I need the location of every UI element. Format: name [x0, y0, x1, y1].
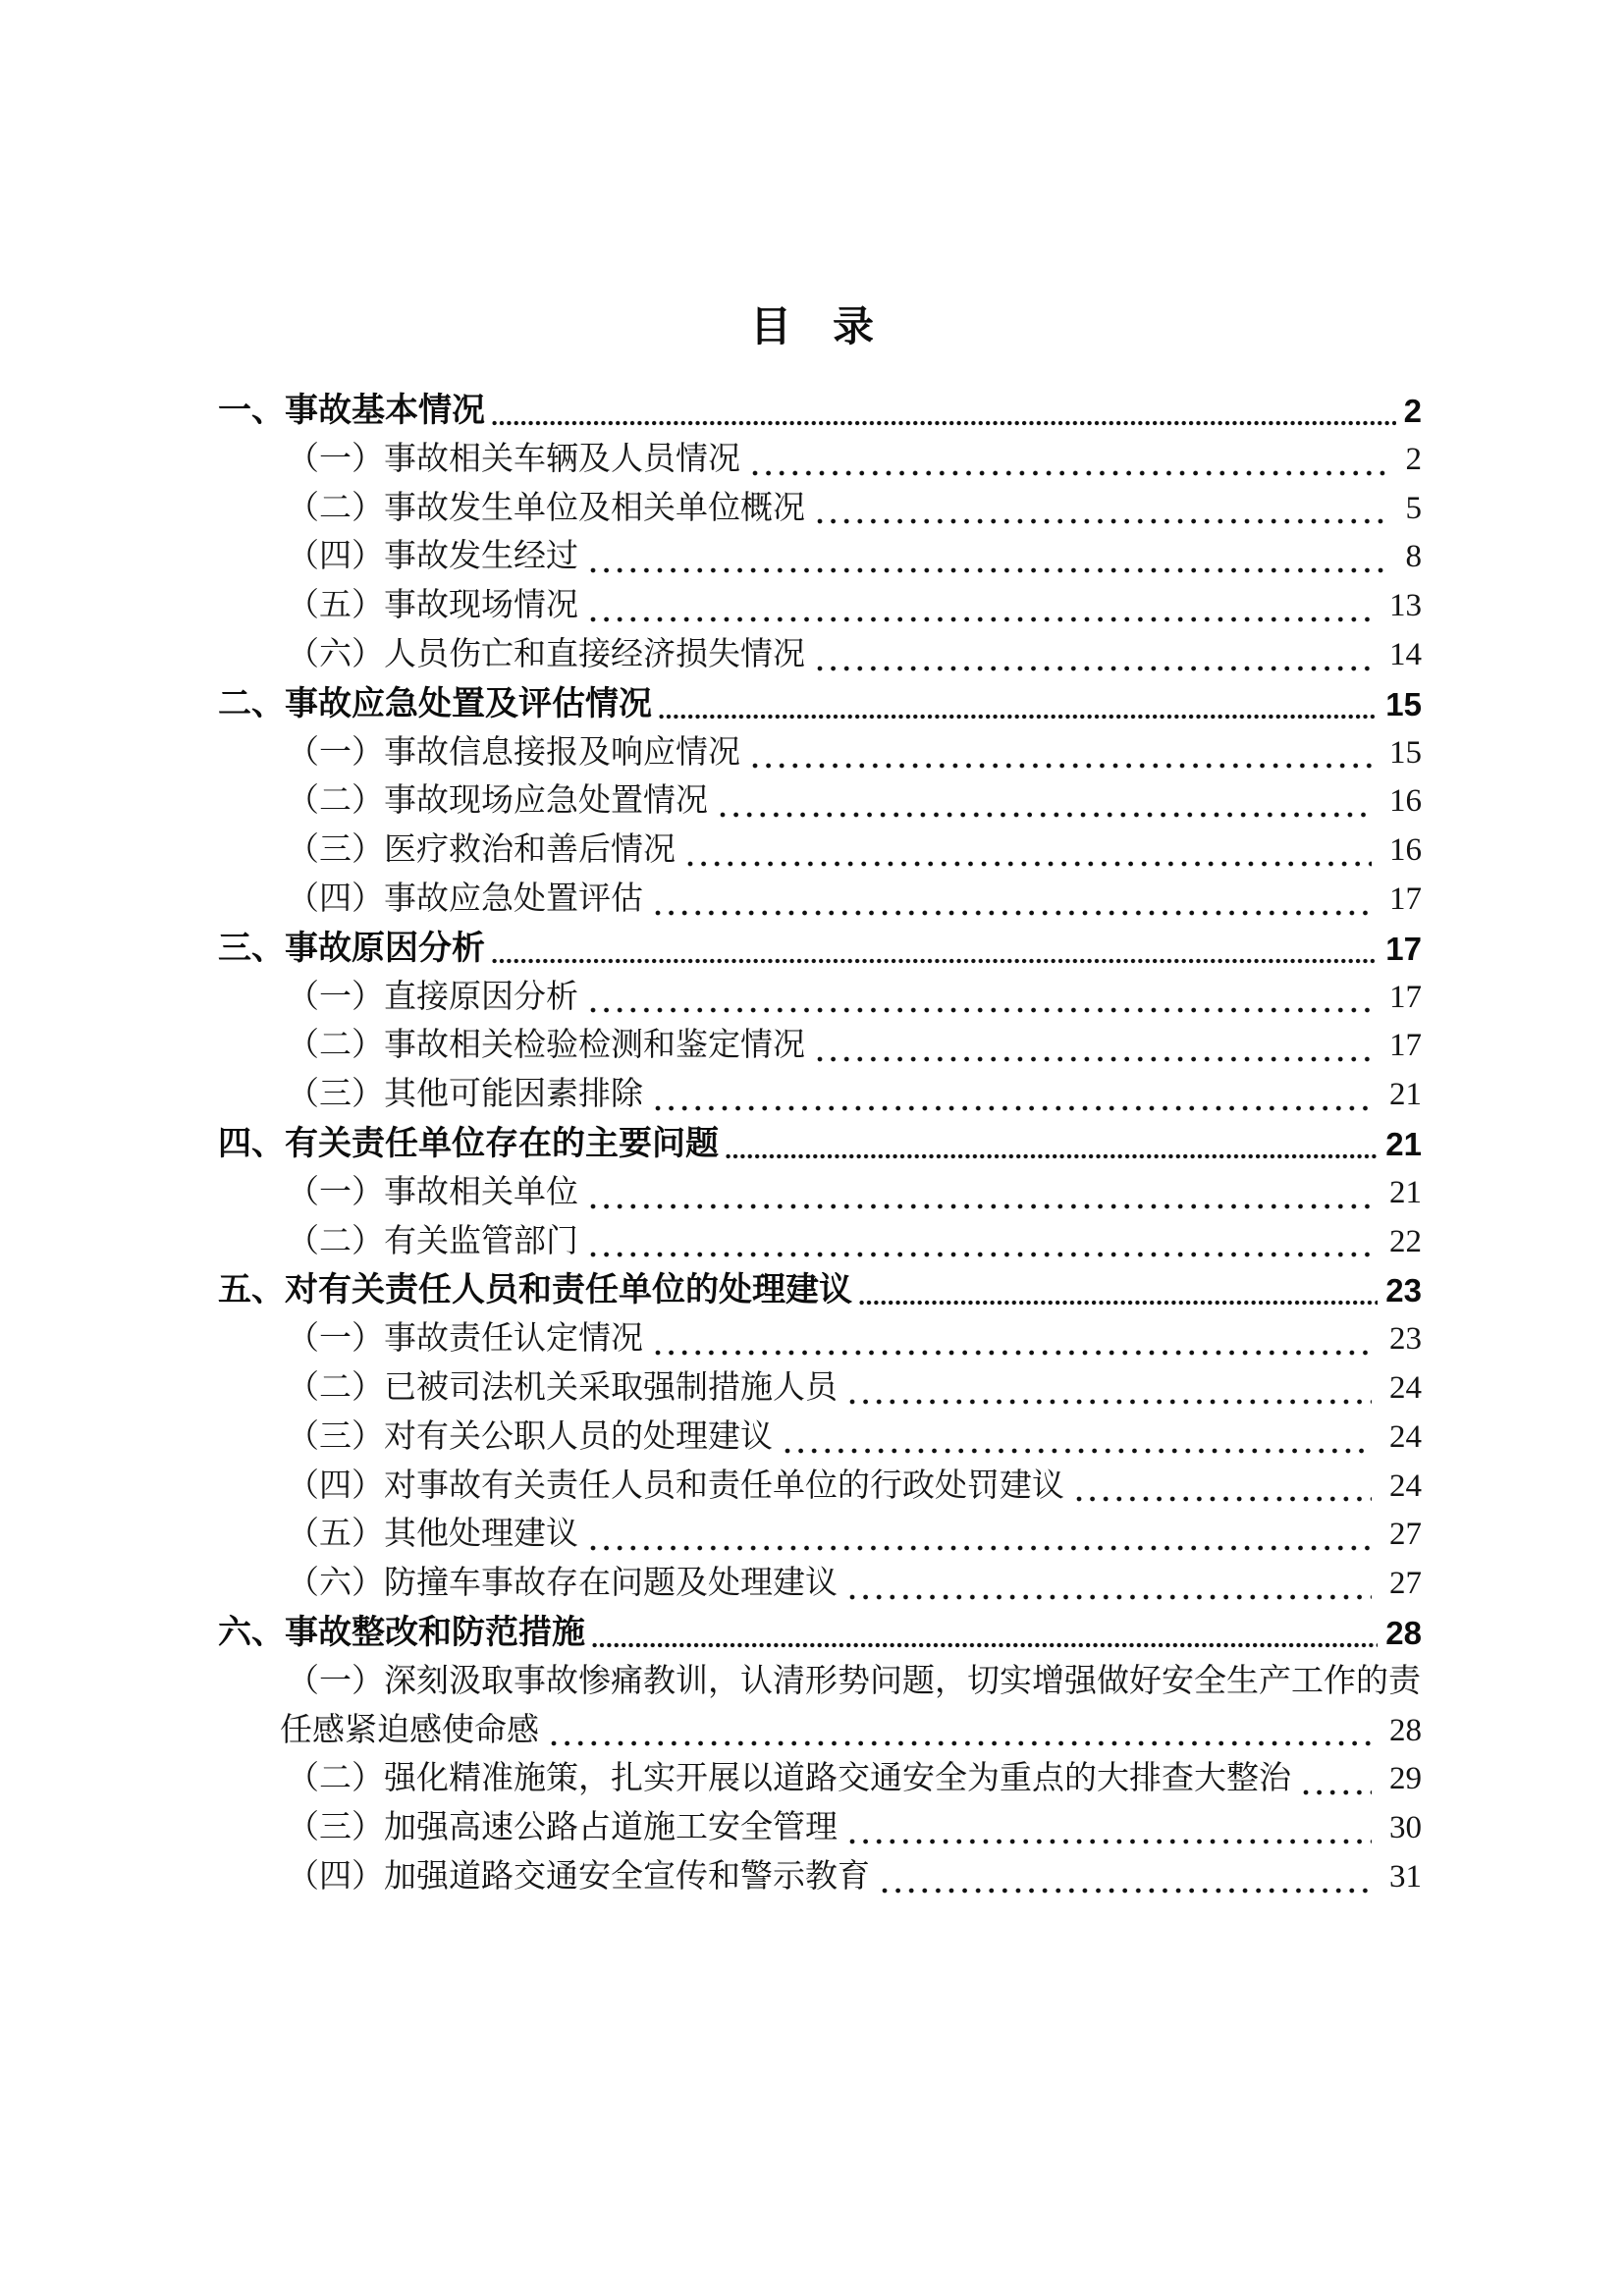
toc-entry [218, 1071, 1422, 1120]
toc-entry [218, 1364, 1422, 1414]
toc-entry [218, 387, 1422, 436]
page-number: 24 [1389, 1468, 1422, 1504]
page-number: 17 [1389, 881, 1422, 917]
toc-entry-label: （二）事故现场应急处置情况 [287, 783, 708, 820]
page-number: 17 [1389, 979, 1422, 1015]
page-number: 21 [1389, 1174, 1422, 1210]
dot-leader [817, 518, 1388, 524]
toc-entry [218, 1414, 1422, 1463]
page-number: 15 [1385, 685, 1422, 722]
toc-entry [218, 729, 1422, 778]
toc-entry [218, 1853, 1422, 1902]
page-number: 24 [1389, 1369, 1422, 1406]
dot-leader [1076, 1496, 1372, 1502]
dot-leader [752, 763, 1372, 769]
dot-leader [785, 1448, 1372, 1454]
dot-leader [687, 861, 1372, 867]
dot-leader [655, 1350, 1372, 1356]
page-number: 21 [1385, 1125, 1422, 1162]
toc-entry [218, 1755, 1422, 1804]
toc-entry-label: （二）事故发生单位及相关单位概况 [287, 490, 805, 526]
toc-entry-label: （四）事故应急处置评估 [287, 881, 643, 917]
toc-entry-label: （三）其他可能因素排除 [287, 1077, 643, 1113]
dot-leader [752, 470, 1388, 476]
dot-leader [655, 910, 1372, 916]
dot-leader [849, 1839, 1372, 1844]
toc-entry-label: （五）事故现场情况 [287, 588, 578, 624]
toc-entry-label: 三、事故原因分析 [218, 929, 485, 967]
page-number: 28 [1389, 1712, 1422, 1748]
toc-entry-label: 一、事故基本情况 [218, 392, 485, 429]
toc-entry-label: （二）强化精准施策，扎实开展以道路交通安全为重点的大排查大整治 [287, 1761, 1291, 1797]
dot-leader [590, 1007, 1372, 1013]
page-number: 21 [1389, 1077, 1422, 1113]
dot-leader [590, 1203, 1372, 1209]
dot-leader [849, 1399, 1372, 1405]
toc-list [218, 387, 1422, 1902]
page-number: 17 [1385, 930, 1422, 967]
toc-entry-label: （一）事故信息接报及响应情况 [287, 734, 740, 771]
toc-entry-label: （一）直接原因分析 [287, 979, 578, 1015]
dot-leader [590, 567, 1388, 573]
page-number: 23 [1389, 1321, 1422, 1358]
page-number: 23 [1385, 1272, 1422, 1309]
page-number: 14 [1389, 636, 1422, 672]
toc-entry-label: 六、事故整改和防范措施 [218, 1613, 585, 1651]
page-number: 29 [1389, 1761, 1422, 1797]
dot-leader [492, 958, 1378, 964]
toc-entry-label: （四）事故发生经过 [287, 539, 578, 575]
dot-leader [492, 420, 1396, 426]
page-number: 2 [1403, 393, 1422, 429]
toc-entry [218, 1560, 1422, 1609]
dot-leader [592, 1642, 1378, 1648]
dot-leader [655, 1105, 1372, 1111]
dot-leader [720, 812, 1372, 818]
toc-entry [218, 485, 1422, 534]
toc-entry [218, 1315, 1422, 1364]
toc-entry-label: （二）已被司法机关采取强制措施人员 [287, 1369, 838, 1406]
dot-leader [1303, 1789, 1372, 1795]
toc-entry [218, 1511, 1422, 1560]
page-number: 16 [1389, 832, 1422, 869]
page-number: 27 [1389, 1566, 1422, 1602]
dot-leader [817, 666, 1372, 671]
page-number: 31 [1389, 1858, 1422, 1895]
toc-entry-label: 四、有关责任单位存在的主要问题 [218, 1124, 719, 1162]
toc-entry-label: （四）加强道路交通安全宣传和警示教育 [287, 1858, 870, 1895]
toc-entry [218, 925, 1422, 974]
page-number: 27 [1389, 1517, 1422, 1553]
toc-entry-label: （二）事故相关检验检测和鉴定情况 [287, 1028, 805, 1064]
page-number: 5 [1405, 490, 1422, 526]
toc-entry [218, 582, 1422, 631]
toc-entry [218, 533, 1422, 582]
toc-entry-label: （六）人员伤亡和直接经济损失情况 [287, 636, 805, 672]
page-number: 22 [1389, 1223, 1422, 1259]
toc-entry [218, 777, 1422, 827]
toc-entry [218, 1658, 1422, 1707]
toc-entry [218, 1266, 1422, 1315]
toc-entry [218, 827, 1422, 876]
toc-entry [218, 1707, 1422, 1756]
toc-entry-label: （一）深刻汲取事故惨痛教训，认清形势问题，切实增强做好安全生产工作的责 [287, 1663, 1421, 1699]
dot-leader [551, 1740, 1372, 1746]
toc-entry [218, 1218, 1422, 1267]
toc-entry [218, 680, 1422, 729]
toc-entry-label: 五、对有关责任人员和责任单位的处理建议 [218, 1271, 852, 1309]
toc-entry [218, 1609, 1422, 1658]
page-number: 8 [1405, 539, 1422, 575]
dot-leader [817, 1056, 1372, 1062]
dot-leader [590, 616, 1372, 622]
dot-leader [590, 1252, 1372, 1257]
toc-entry [218, 974, 1422, 1023]
page-number: 2 [1405, 441, 1422, 477]
dot-leader [590, 1545, 1372, 1551]
toc-entry-label: （六）防撞车事故存在问题及处理建议 [287, 1566, 838, 1602]
page-title: 目 录 [749, 303, 874, 349]
page-number: 30 [1389, 1810, 1422, 1846]
toc-entry-label: （四）对事故有关责任人员和责任单位的行政处罚建议 [287, 1468, 1064, 1504]
dot-leader [859, 1300, 1378, 1306]
toc-entry-label: （一）事故相关车辆及人员情况 [287, 441, 740, 477]
toc-entry-label: 二、事故应急处置及评估情况 [218, 684, 652, 722]
toc-entry-label: （一）事故相关单位 [287, 1174, 578, 1210]
toc-entry [218, 1804, 1422, 1853]
page-number: 13 [1389, 588, 1422, 624]
dot-leader [849, 1594, 1372, 1600]
page-number: 15 [1389, 734, 1422, 771]
page-number: 17 [1389, 1028, 1422, 1064]
page-number: 24 [1389, 1418, 1422, 1455]
dot-leader [659, 714, 1378, 720]
toc-entry-label: （二）有关监管部门 [287, 1223, 578, 1259]
toc-entry [218, 1463, 1422, 1512]
toc-entry [218, 631, 1422, 680]
toc-entry-label: （三）医疗救治和善后情况 [287, 832, 676, 869]
toc-entry-label: （三）对有关公职人员的处理建议 [287, 1418, 773, 1455]
toc-entry [218, 1022, 1422, 1071]
toc-entry [218, 876, 1422, 925]
toc-entry-label: （五）其他处理建议 [287, 1517, 578, 1553]
toc-entry [218, 436, 1422, 485]
toc-entry [218, 1120, 1422, 1169]
dot-leader [882, 1888, 1372, 1894]
toc-entry-label: （一）事故责任认定情况 [287, 1321, 643, 1358]
page-number: 28 [1385, 1614, 1422, 1651]
toc-entry-label: 任感紧迫感使命感 [280, 1712, 539, 1748]
dot-leader [726, 1153, 1378, 1159]
toc-entry-label: （三）加强高速公路占道施工安全管理 [287, 1810, 838, 1846]
toc-entry [218, 1169, 1422, 1218]
page-number: 16 [1389, 783, 1422, 820]
